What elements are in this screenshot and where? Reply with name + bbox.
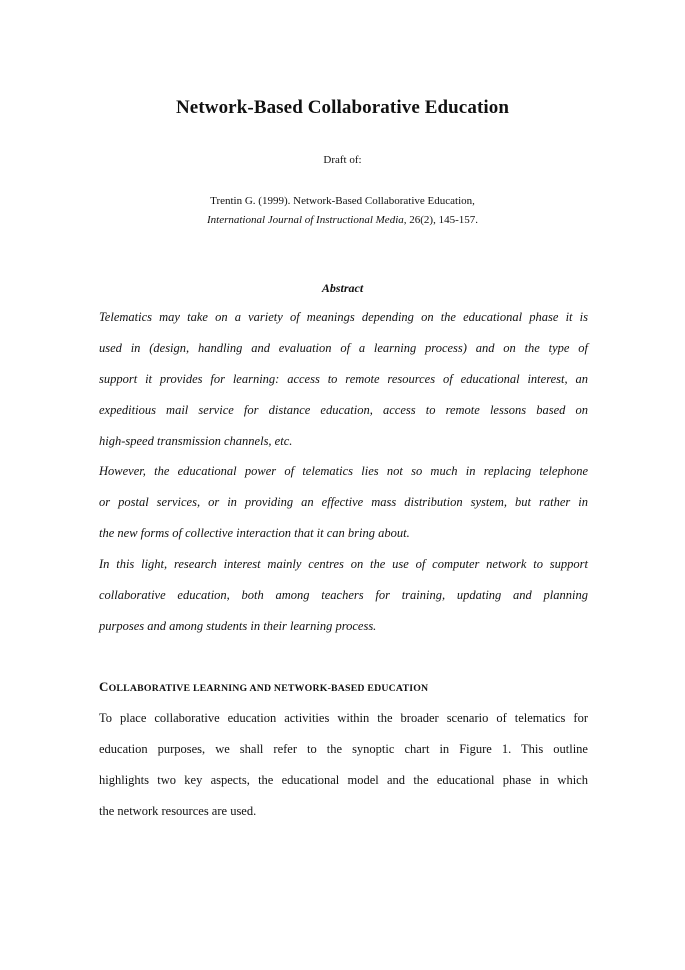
citation-line-2 xyxy=(0,214,685,226)
abstract-paragraph-2 xyxy=(99,463,588,556)
section-heading-rest: OLLABORATIVE LEARNING AND NETWORK-BASED EDUCATION xyxy=(108,683,429,694)
text-line: the network resources are used. xyxy=(99,804,257,818)
text-line: In this light, research interest mainly centres on the use of computer network to support xyxy=(99,557,588,571)
text-line: or postal services, or in providing an effective mass distribution system, but rather in xyxy=(99,495,588,509)
text-line: support it provides for learning: access to remote resources of educational interest, an xyxy=(99,372,588,386)
citation-line-1: Trentin G. (1999). Network-Based Collaborative Education, xyxy=(210,195,475,207)
text-line: However, the educational power of telematics lies not so much in replacing telephone xyxy=(99,464,588,478)
abstract-paragraph-1 xyxy=(99,309,588,464)
paper-title: Network-Based Collaborative Education xyxy=(175,97,510,118)
abstract-heading: Abstract xyxy=(321,281,364,295)
text-line: high-speed transmission channels, etc. xyxy=(99,434,293,448)
section-heading-initial: C xyxy=(99,679,109,694)
text-line: expeditious mail service for distance education, access to remote lessons based on xyxy=(99,403,588,417)
text-line: Telematics may take on a variety of meanings depending on the educational phase it is xyxy=(99,310,588,324)
text-line: the new forms of collective interaction that it can bring about. xyxy=(99,526,410,540)
text-line: highlights two key aspects, the educational model and the educational phase in which xyxy=(99,773,588,787)
text-line: collaborative education, both among teachers for training, updating and planning xyxy=(99,588,588,602)
abstract-paragraph-3 xyxy=(99,556,588,649)
citation-details: 26(2), 145-157. xyxy=(409,214,478,226)
draft-label: Draft of: xyxy=(323,154,362,166)
text-line: purposes and among students in their learning process. xyxy=(99,619,377,633)
text-line: education purposes, we shall refer to the synoptic chart in Figure 1. This outline xyxy=(99,742,588,756)
text-line: To place collaborative education activities within the broader scenario of telematics for xyxy=(99,711,588,725)
text-line: used in (design, handling and evaluation of a learning process) and on the type of xyxy=(99,341,588,355)
body-paragraph-1 xyxy=(99,710,588,834)
section-heading xyxy=(99,679,428,695)
citation-journal: International Journal of Instructional Media, xyxy=(206,214,407,226)
